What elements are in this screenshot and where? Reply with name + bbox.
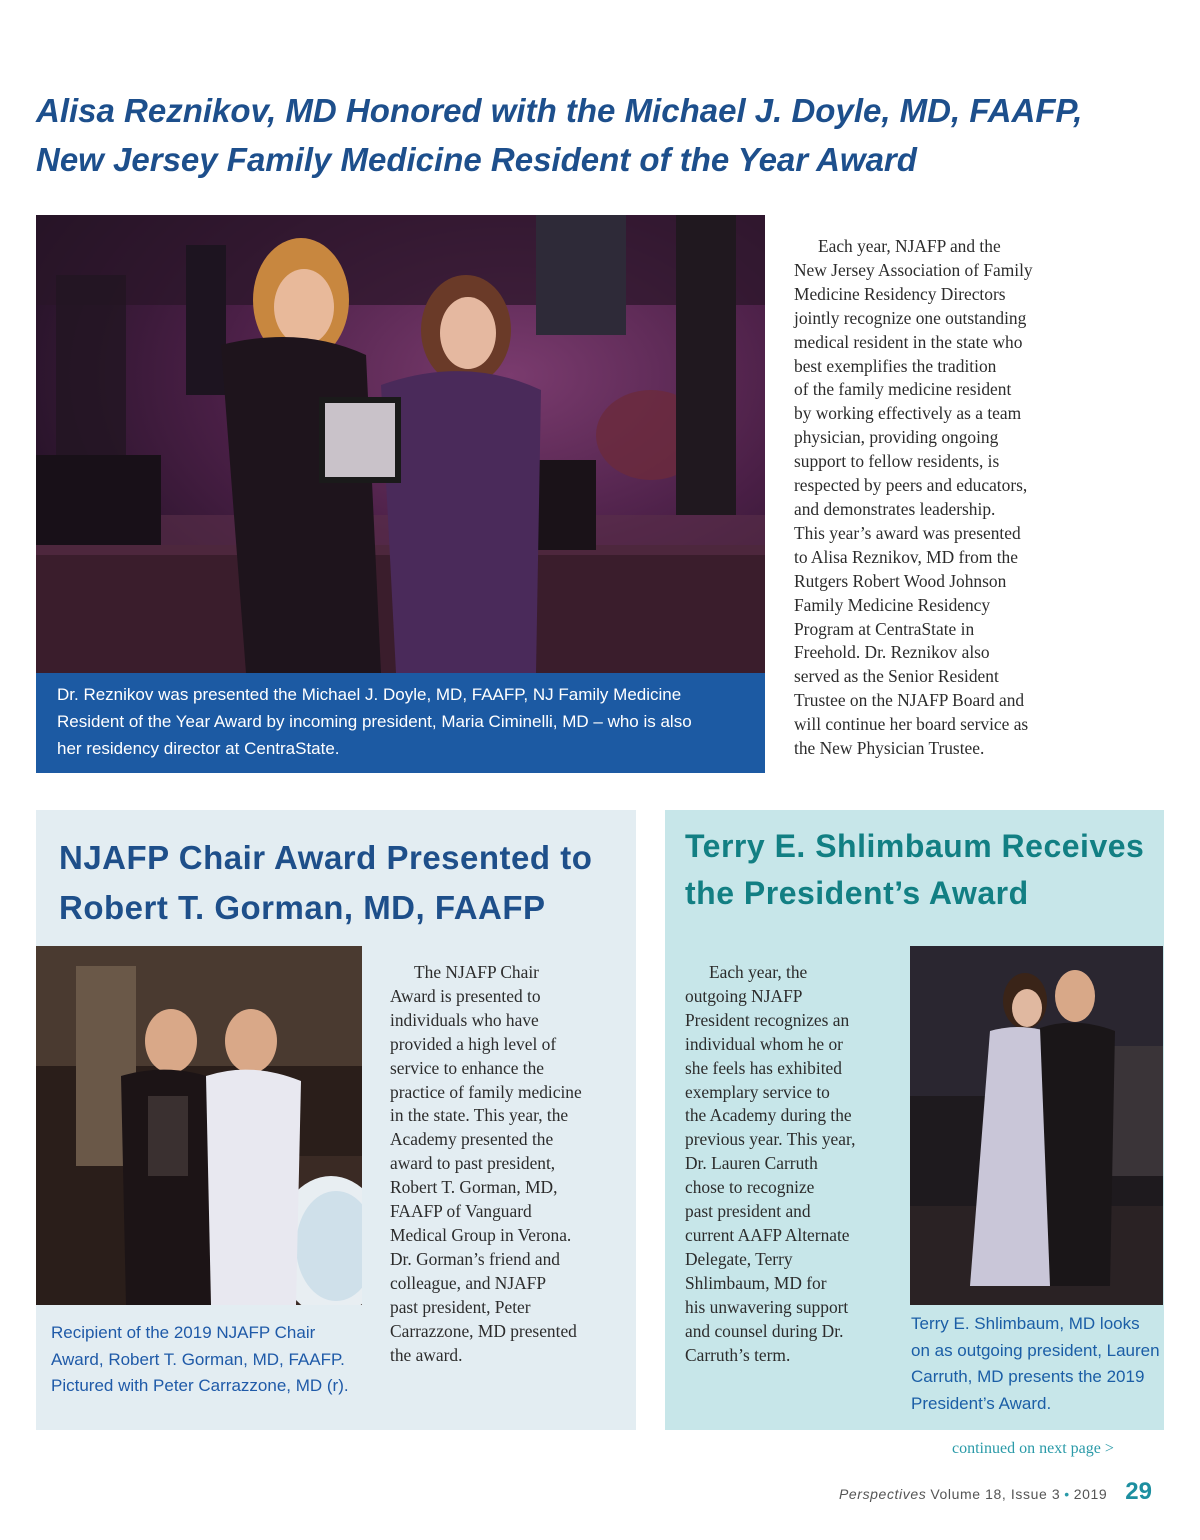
- main-title-line: New Jersey Family Medicine Resident of the Year Award: [36, 141, 917, 178]
- body-line: FAAFP of Vanguard: [390, 1201, 532, 1222]
- body-line: medical resident in the state who: [794, 331, 1023, 352]
- body-line: and demonstrates leadership.: [794, 498, 996, 519]
- body-line: physician, providing ongoing: [794, 427, 999, 448]
- body-line: previous year. This year,: [685, 1129, 856, 1150]
- body-line: President recognizes an: [685, 1009, 850, 1030]
- footer-year: 2019: [1073, 1486, 1108, 1502]
- body-line: individuals who have: [390, 1009, 539, 1030]
- body-line: past president, Peter: [390, 1296, 531, 1317]
- body-line: Academy presented the: [390, 1129, 554, 1150]
- body-line: Each year, the: [709, 962, 808, 982]
- page-number: 29: [1125, 1478, 1152, 1505]
- award-ceremony-photo: [36, 215, 765, 673]
- caption-line: President’s Award.: [911, 1393, 1052, 1413]
- caption-line: her residency director at CentraState.: [57, 739, 340, 758]
- chair-award-photo: [36, 946, 362, 1305]
- body-line: service to enhance the: [390, 1057, 545, 1078]
- body-line: Medicine Residency Directors: [794, 283, 1006, 304]
- body-line: Dr. Lauren Carruth: [685, 1153, 818, 1174]
- body-line: current AAFP Alternate: [685, 1224, 850, 1245]
- body-line: in the state. This year, the: [390, 1105, 569, 1126]
- chair-award-title: [59, 833, 592, 933]
- body-line: served as the Senior Resident: [794, 666, 999, 687]
- body-line: award to past president,: [390, 1153, 556, 1174]
- body-line: colleague, and NJAFP: [390, 1272, 547, 1293]
- president-award-body: [685, 961, 855, 1367]
- caption-line: Carruth, MD presents the 2019: [911, 1367, 1145, 1386]
- issue-info: Volume 18, Issue 3: [930, 1486, 1061, 1502]
- caption-line: Award, Robert T. Gorman, MD, FAAFP.: [51, 1349, 345, 1369]
- caption-line: Pictured with Peter Carrazzone, MD (r).: [51, 1376, 349, 1395]
- body-line: Award is presented to: [390, 985, 541, 1006]
- president-award-photo: [910, 946, 1163, 1305]
- body-line: provided a high level of: [390, 1033, 557, 1054]
- footer-separator: •: [1064, 1486, 1070, 1502]
- page-footer: [839, 1478, 1152, 1506]
- body-line: This year’s award was presented: [794, 522, 1021, 543]
- body-line: his unwavering support: [685, 1296, 849, 1317]
- continued-next-page-link[interactable]: continued on next page >: [952, 1440, 1114, 1457]
- chair-title-line: NJAFP Chair Award Presented to: [59, 839, 593, 876]
- body-line: Robert T. Gorman, MD,: [390, 1177, 558, 1198]
- main-article-body: [794, 235, 1033, 761]
- body-line: Rutgers Robert Wood Johnson: [794, 570, 1007, 591]
- main-photo-caption: [36, 673, 765, 773]
- body-line: of the family medicine resident: [794, 379, 1012, 400]
- president-award-caption: [911, 1311, 1160, 1417]
- president-award-title: [685, 823, 1144, 917]
- body-line: Trustee on the NJAFP Board and: [794, 690, 1025, 711]
- body-line: practice of family medicine: [390, 1081, 582, 1102]
- body-line: New Jersey Association of Family: [794, 259, 1033, 280]
- publication-name: Perspectives: [838, 1486, 927, 1502]
- body-line: Delegate, Terry: [685, 1248, 793, 1269]
- caption-line: Terry E. Shlimbaum, MD looks: [911, 1314, 1140, 1333]
- body-line: support to fellow residents, is: [794, 451, 1000, 472]
- caption-line: Dr. Reznikov was presented the Michael J. Doyle, MD, FAAFP, NJ Family Medicine: [57, 685, 682, 704]
- body-line: outgoing NJAFP: [685, 985, 803, 1006]
- chair-award-body: [390, 961, 582, 1367]
- main-article-title: [36, 86, 1156, 184]
- president-title-line: Terry E. Shlimbaum Receives: [685, 828, 1145, 864]
- main-title-line: Alisa Reznikov, MD Honored with the Michael J. Doyle, MD, FAAFP,: [36, 92, 1083, 129]
- body-line: Dr. Gorman’s friend and: [390, 1248, 560, 1269]
- body-line: exemplary service to: [685, 1081, 830, 1102]
- body-line: Carrazzone, MD presented: [390, 1320, 577, 1341]
- caption-line: Recipient of the 2019 NJAFP Chair: [51, 1323, 316, 1342]
- body-line: individual whom he or: [685, 1033, 843, 1054]
- body-line: Program at CentraState in: [794, 618, 975, 639]
- body-line: past president and: [685, 1201, 811, 1222]
- body-line: respected by peers and educators,: [794, 475, 1028, 496]
- body-line: Freehold. Dr. Reznikov also: [794, 642, 990, 663]
- body-line: best exemplifies the tradition: [794, 355, 997, 376]
- body-line: Shlimbaum, MD for: [685, 1272, 827, 1293]
- body-line: to Alisa Reznikov, MD from the: [794, 546, 1018, 567]
- body-line: the award.: [390, 1344, 463, 1365]
- body-line: Family Medicine Residency: [794, 594, 991, 615]
- body-line: the New Physician Trustee.: [794, 738, 985, 759]
- body-line: Each year, NJAFP and the: [818, 236, 1001, 256]
- president-title-line: the President’s Award: [685, 875, 1029, 911]
- caption-line: Resident of the Year Award by incoming president, Maria Ciminelli, MD – who is also: [57, 712, 692, 731]
- body-line: she feels has exhibited: [685, 1057, 842, 1078]
- body-line: chose to recognize: [685, 1177, 815, 1198]
- body-line: Medical Group in Verona.: [390, 1224, 572, 1245]
- chair-title-line: Robert T. Gorman, MD, FAAFP: [59, 889, 546, 926]
- caption-line: on as outgoing president, Lauren: [911, 1340, 1160, 1360]
- body-line: the Academy during the: [685, 1105, 852, 1126]
- body-line: The NJAFP Chair: [414, 962, 539, 982]
- body-line: jointly recognize one outstanding: [794, 307, 1027, 328]
- body-line: by working effectively as a team: [794, 403, 1022, 424]
- body-line: will continue her board service as: [794, 714, 1029, 735]
- body-line: Carruth’s term.: [685, 1344, 791, 1365]
- chair-award-caption: [51, 1320, 349, 1400]
- body-line: and counsel during Dr.: [685, 1320, 844, 1341]
